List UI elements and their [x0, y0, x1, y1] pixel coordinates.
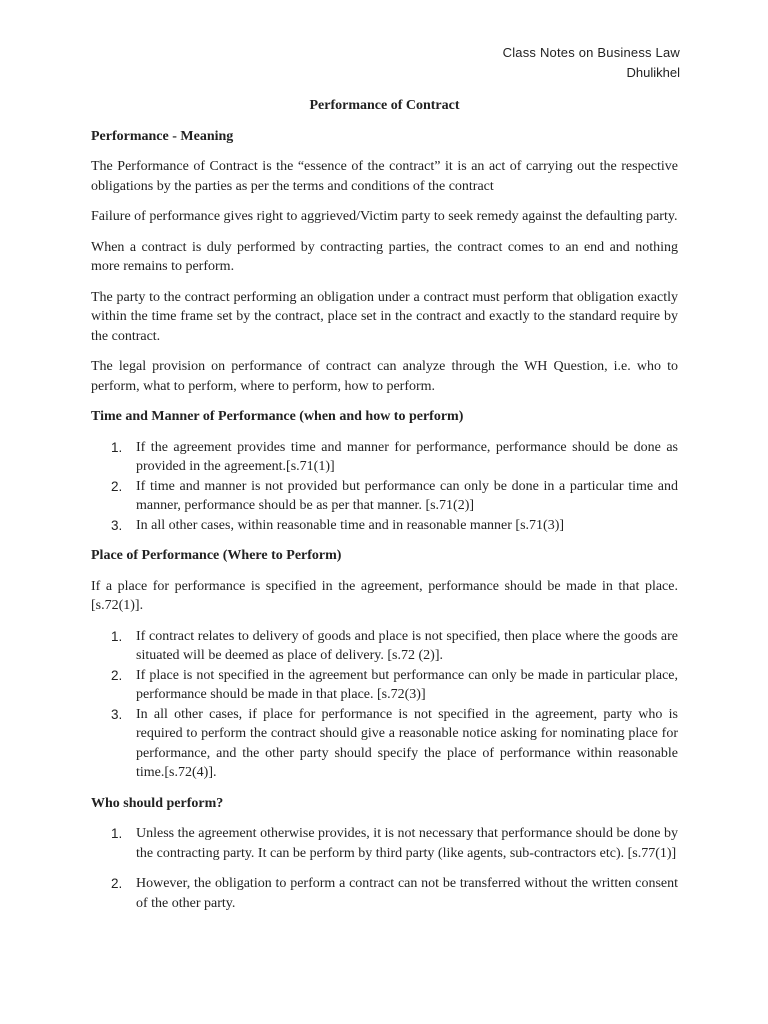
list-item: [91, 705, 678, 783]
list-time-manner: [91, 438, 678, 536]
list-item-number: 3.: [111, 517, 123, 533]
list-item-text: If the agreement provides time and manner for performance, performance should be done as provided in the agreement.[s.71(1)]: [136, 439, 678, 474]
list-place: [91, 627, 678, 783]
list-item-text: However, the obligation to perform a contract can not be transferred without the written consent of the other party.: [136, 876, 678, 911]
list-item: [91, 666, 678, 705]
list-item: [91, 516, 678, 536]
document-title: Performance of Contract: [309, 98, 460, 113]
list-item-text: If place is not specified in the agreement but performance can only be made in particular place, performance should be made in that place. [s.72(3)]: [136, 667, 678, 702]
list-item: [91, 477, 678, 516]
list-item-number: 1.: [111, 826, 123, 841]
heading-who: Who should perform?: [91, 795, 224, 811]
header-course-title: Class Notes on Business Law: [502, 45, 680, 60]
heading-place: Place of Performance (Where to Perform): [91, 548, 342, 563]
list-item-number: 3.: [111, 706, 123, 722]
list-item-number: 1.: [111, 439, 123, 455]
paragraph-place-intro: If a place for performance is specified in the agreement, performance should be made in that place. [s.72(1)].: [91, 578, 678, 613]
heading-meaning: Performance - Meaning: [91, 128, 234, 144]
heading-time-manner: Time and Manner of Performance (when and how to perform): [91, 409, 464, 424]
list-item-number: 1.: [111, 628, 123, 644]
paragraph-meaning-3: When a contract is duly performed by contracting parties, the contract comes to an end and nothing more remains to perform.: [91, 239, 678, 274]
document-body: [91, 96, 678, 924]
list-item-number: 2.: [111, 667, 123, 683]
list-item-number: 2.: [111, 478, 123, 494]
header-location: Dhulikhel: [626, 65, 680, 80]
list-item-text: If time and manner is not provided but performance can only be done in a particular time and manner, performance should be as per that manner. [s.71(2)]: [136, 478, 678, 513]
paragraph-meaning-2: Failure of performance gives right to aggrieved/Victim party to seek remedy against the defaulting party.: [91, 209, 678, 224]
list-item: [91, 438, 678, 477]
list-who: [91, 824, 678, 913]
list-item-text: If contract relates to delivery of goods and place is not specified, then place where the goods are situated will be deemed as place of delivery. [s.72 (2)].: [136, 628, 678, 663]
list-item-text: In all other cases, within reasonable time and in reasonable manner [s.71(3)]: [136, 517, 565, 533]
list-item-text: Unless the agreement otherwise provides, it is not necessary that performance should be done by the contracting party. It can be perform by third party (like agents, sub-contractors etc). [s.77(1)]: [136, 826, 678, 861]
list-item: [91, 874, 678, 913]
page-header: [503, 43, 680, 83]
list-item: [91, 824, 678, 863]
paragraph-meaning-4: The party to the contract performing an obligation under a contract must perform that obligation exactly within the time frame set by the contract, place set in the contract and exactly to the standard require by the contract.: [91, 289, 678, 344]
list-item-text: In all other cases, if place for performance is not specified in the agreement, party who is required to perform the contract should give a reasonable notice asking for nominating place for performance, and the other party should specify the place of performance within reasonable time.[s.72(4)].: [136, 706, 678, 780]
paragraph-meaning-1: The Performance of Contract is the “essence of the contract” it is an act of carrying out the respective obligations by the parties as per the terms and conditions of the contract: [91, 159, 678, 194]
paragraph-meaning-5: The legal provision on performance of contract can analyze through the WH Question, i.e. who to perform, what to perform, where to perform, how to perform.: [91, 359, 678, 394]
list-item-number: 2.: [111, 876, 123, 891]
list-item: [91, 627, 678, 666]
